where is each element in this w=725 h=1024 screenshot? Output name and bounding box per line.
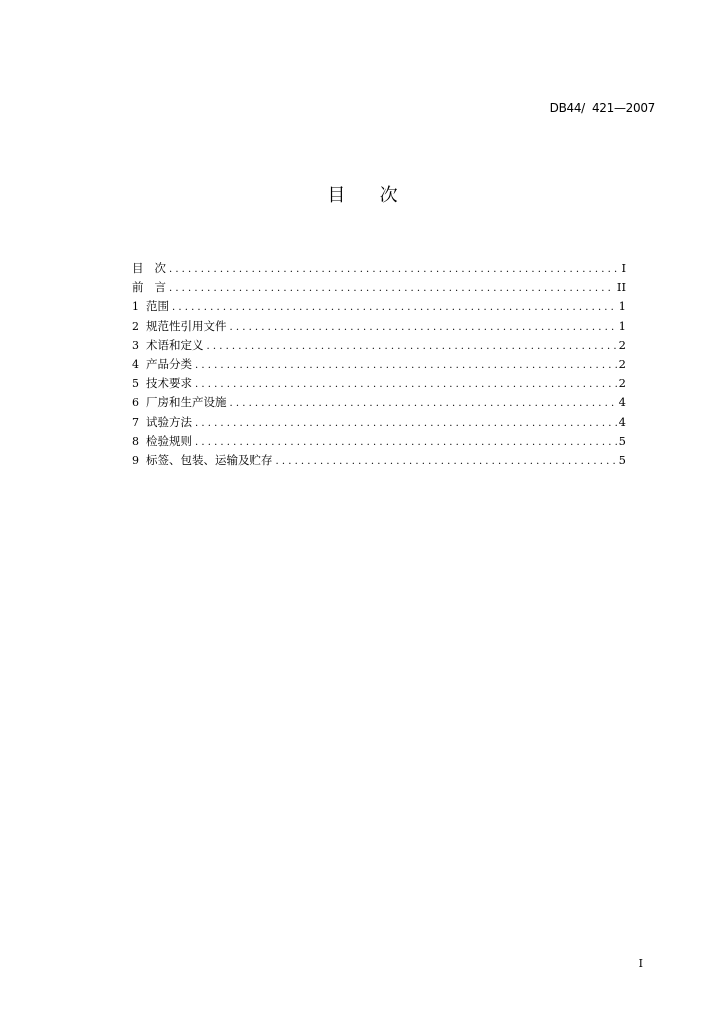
toc-entry-page: 5 [618, 433, 626, 448]
toc-entry-number: 3 [132, 338, 139, 352]
document-code: DB44/ 421—2007 [549, 101, 655, 115]
toc-entry-page: I [621, 261, 626, 275]
toc-leader-dots [276, 452, 617, 471]
toc-entry-number: 9 [132, 453, 139, 467]
toc-entry-number: 2 [132, 319, 139, 333]
toc-entry-scope[interactable] [132, 297, 626, 316]
toc-entry-labeling-packaging[interactable] [132, 451, 626, 470]
toc-entry-number: 6 [132, 396, 139, 410]
toc-leader-dots [169, 260, 619, 279]
toc-entry-number: 5 [132, 377, 139, 391]
toc-entry-page: 2 [618, 337, 626, 352]
toc-entry-label: 规范性引用文件 [146, 318, 227, 333]
toc-entry-page: 4 [618, 414, 626, 429]
toc-entry-normative-references[interactable] [132, 317, 626, 336]
toc-entry-page: 2 [618, 356, 626, 371]
toc-entry-foreword[interactable] [132, 278, 626, 297]
toc-entry-label: 检验规则 [146, 433, 192, 448]
table-of-contents [132, 259, 626, 470]
toc-entry-label: 技术要求 [146, 376, 192, 391]
toc-leader-dots [195, 375, 617, 394]
toc-entry-facilities[interactable] [132, 393, 626, 412]
toc-entry-technical-requirements[interactable] [132, 374, 626, 393]
toc-leader-dots [230, 394, 617, 413]
toc-entry-label: 前 言 [132, 280, 166, 295]
toc-entry-label: 范围 [146, 299, 169, 314]
toc-entry-label: 试验方法 [146, 414, 192, 429]
toc-leader-dots [195, 414, 617, 433]
toc-entry-page: 2 [618, 376, 626, 391]
toc-entry-page: II [616, 280, 626, 295]
toc-entry-label: 术语和定义 [146, 337, 204, 352]
toc-entry-test-methods[interactable] [132, 413, 626, 432]
toc-entry-inspection-rules[interactable] [132, 432, 626, 451]
toc-entry-terms-definitions[interactable] [132, 336, 626, 355]
toc-entry-page: 1 [618, 299, 626, 314]
toc-leader-dots [230, 318, 617, 337]
toc-title: 目 次 [327, 185, 398, 206]
toc-entry-number: 8 [132, 434, 139, 448]
toc-leader-dots [207, 337, 617, 356]
toc-entry-page: 4 [618, 395, 626, 410]
toc-entry-number: 4 [132, 357, 139, 371]
toc-leader-dots [195, 356, 617, 375]
toc-entry-label: 厂房和生产设施 [146, 395, 227, 410]
toc-entry-label: 产品分类 [146, 356, 192, 371]
toc-leader-dots [195, 433, 617, 452]
toc-entry-label: 标签、包装、运输及贮存 [146, 452, 273, 467]
toc-leader-dots [169, 279, 615, 298]
toc-entry-number: 1 [132, 300, 139, 314]
toc-entry-number: 7 [132, 415, 139, 429]
toc-leader-dots [172, 298, 617, 317]
toc-entry-label: 目 次 [132, 261, 166, 275]
toc-entry-contents[interactable] [132, 259, 626, 278]
toc-entry-page: 1 [618, 318, 626, 333]
page-number: I [638, 957, 643, 970]
toc-entry-page: 5 [618, 452, 626, 467]
toc-entry-product-classification[interactable] [132, 355, 626, 374]
